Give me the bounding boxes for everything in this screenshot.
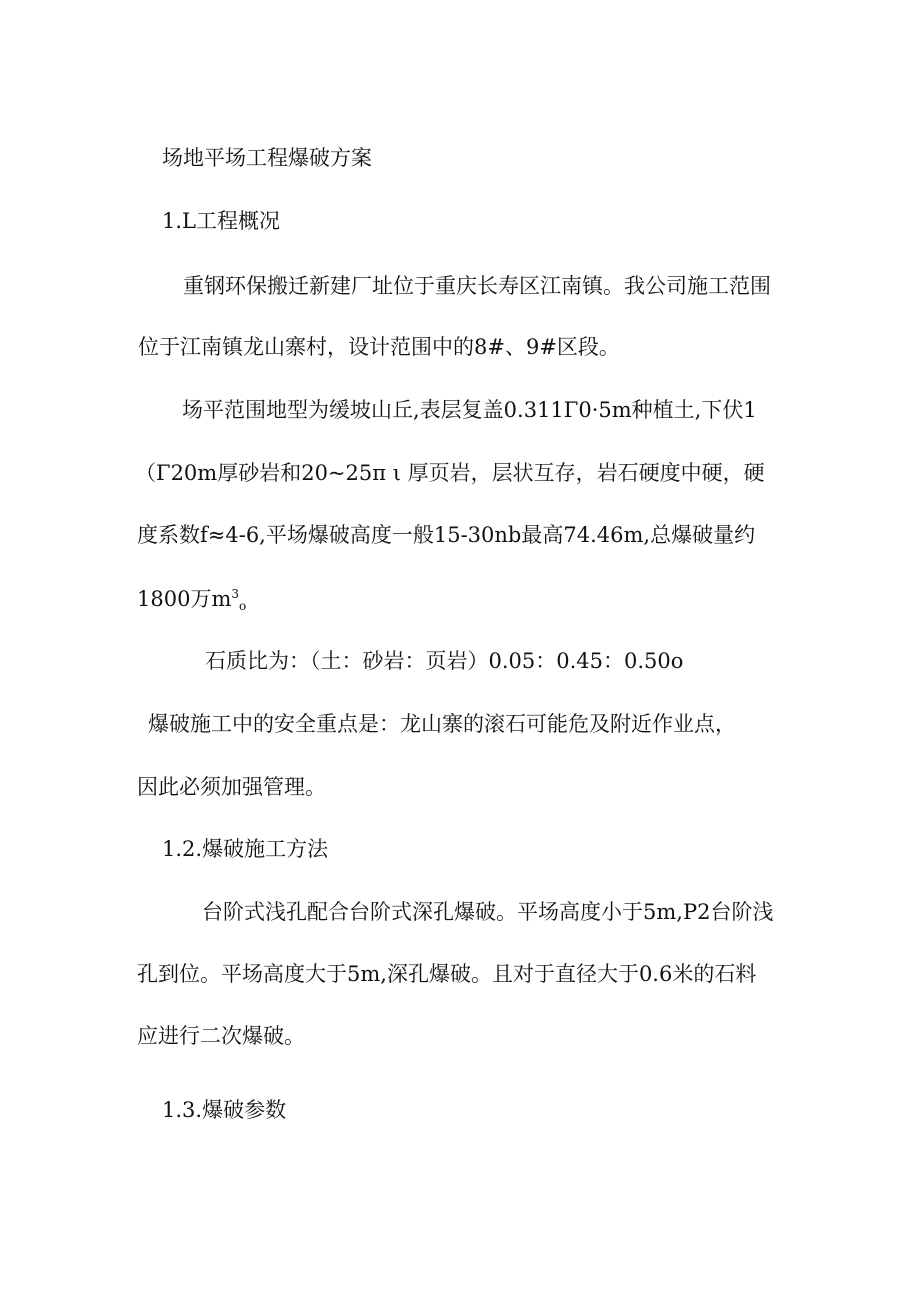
- paragraph-line: 因此必须加强管理。: [137, 775, 326, 799]
- section-heading-1-1: 1.L工程概况: [162, 209, 280, 233]
- volume-text: 1800万m: [137, 587, 232, 611]
- paragraph-line: 重钢环保搬迁新建厂址位于重庆长寿区江南镇。我公司施工范围: [183, 274, 771, 298]
- paragraph-line: （Γ20m厚砂岩和20~25π ι 厚页岩，层状互存，岩石硬度中硬，硬: [135, 461, 765, 485]
- subscript: o: [239, 599, 247, 613]
- superscript: 3: [231, 587, 239, 601]
- paragraph-line: 度系数f≈4-6,平场爆破高度一般15-30nb最高74.46m,总爆破量约: [137, 523, 756, 547]
- rock-ratio-line: 石质比为：（土：砂岩：页岩）0.05：0.45：0.50o: [205, 649, 684, 673]
- paragraph-line: 位于江南镇龙山寨村，设计范围中的8#、9#区段。: [138, 335, 620, 359]
- document-title: 场地平场工程爆破方案: [162, 146, 372, 170]
- paragraph-line: 场平范围地型为缓坡山丘,表层复盖0.311Γ0·5m种植土,下伏1: [182, 398, 757, 422]
- section-heading-1-3: 1.3.爆破参数: [162, 1098, 287, 1122]
- paragraph-line: 爆破施工中的安全重点是：龙山寨的滚石可能危及附近作业点，: [148, 712, 736, 736]
- paragraph-line: 台阶式浅孔配合台阶式深孔爆破。平场高度小于5m,P2台阶浅: [202, 900, 774, 924]
- paragraph-line: 应进行二次爆破。: [137, 1024, 305, 1048]
- section-heading-1-2: 1.2.爆破施工方法: [162, 837, 329, 861]
- paragraph-line: 孔到位。平场高度大于5m,深孔爆破。且对于直径大于0.6米的石料: [137, 962, 757, 986]
- paragraph-line: [137, 585, 246, 613]
